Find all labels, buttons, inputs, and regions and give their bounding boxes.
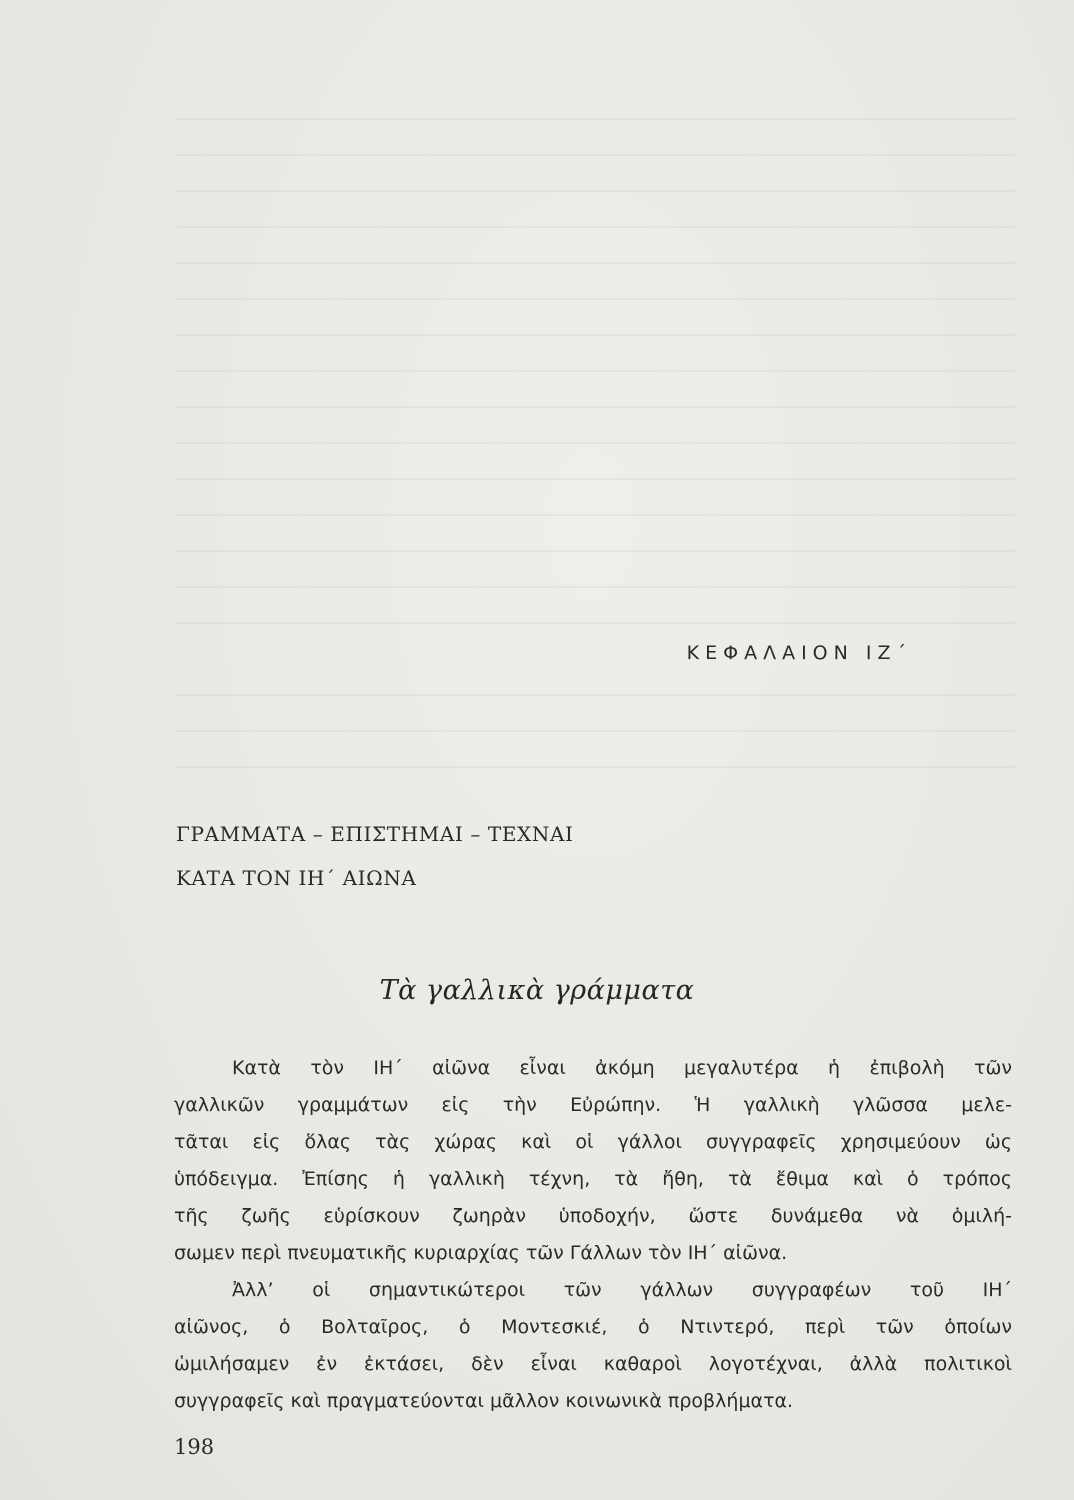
text-line: Κατὰ τὸν ΙΗ΄ αἰῶνα εἶναι ἀκόμη μεγαλυτέρα ἡ ἐπιβολὴ τῶν <box>232 1057 1012 1079</box>
text-line: τῆς ζωῆς εὑρίσκουν ζωηρὰν ὑποδοχήν, ὥστε δυνάμεθα νὰ ὁμιλή- <box>174 1205 1012 1227</box>
bleed-through-line <box>175 190 1015 192</box>
bleed-through-line <box>175 442 1015 444</box>
bleed-through-line <box>175 550 1015 552</box>
bleed-through-line <box>175 622 1015 624</box>
text-line: Ἀλλ’ οἱ σημαντικώτεροι τῶν γάλλων συγγραφέων τοῦ ΙΗ΄ <box>232 1279 1012 1301</box>
bleed-through-line <box>175 298 1015 300</box>
bleed-through-line <box>175 154 1015 156</box>
text-line: τᾶται εἰς ὅλας τὰς χώρας καὶ οἱ γάλλοι συγγραφεῖς χρησιμεύουν ὡς <box>174 1131 1012 1153</box>
section-subtitle: Τὰ γαλλικὰ γράμματα <box>379 975 695 1006</box>
text-line: αἰῶνος, ὁ Βολταῖρος, ὁ Μοντεσκιέ, ὁ Ντιντερό, περὶ τῶν ὁποίων <box>174 1316 1012 1338</box>
bleed-through-line <box>175 478 1015 480</box>
text-line: σωμεν περὶ πνευματικῆς κυριαρχίας τῶν Γάλλων τὸν ΙΗ΄ αἰῶνα. <box>174 1242 788 1264</box>
body-text <box>174 1050 1012 1420</box>
bleed-through-line <box>175 406 1015 408</box>
bleed-through-line <box>175 694 1015 696</box>
section-title-line-2: ΚΑΤΑ ΤΟΝ ΙΗ΄ ΑΙΩΝΑ <box>176 866 417 890</box>
page-number: 198 <box>174 1435 215 1459</box>
paragraph <box>174 1050 1012 1272</box>
chapter-heading: ΚΕΦΑΛΑΙΟΝ ΙΖ΄ <box>686 642 912 664</box>
bleed-through-line <box>175 730 1015 732</box>
bleed-through-line <box>175 370 1015 372</box>
bleed-through-line <box>175 586 1015 588</box>
bleed-through-line <box>175 226 1015 228</box>
bleed-through-line <box>175 514 1015 516</box>
bleed-through-line <box>175 334 1015 336</box>
text-line: συγγραφεῖς καὶ πραγματεύονται μᾶλλον κοινωνικὰ προβλήματα. <box>174 1390 794 1412</box>
section-title-line-1: ΓΡΑΜΜΑΤΑ – ΕΠΙΣΤΗΜΑΙ – ΤΕΧΝΑΙ <box>176 822 574 846</box>
bleed-through-line <box>175 262 1015 264</box>
bleed-through-line <box>175 118 1015 120</box>
bleed-through-line <box>175 766 1015 768</box>
text-line: γαλλικῶν γραμμάτων εἰς τὴν Εὐρώπην. Ἡ γαλλικὴ γλῶσσα μελε- <box>174 1094 1012 1116</box>
paragraph <box>174 1272 1012 1420</box>
text-line: ὡμιλήσαμεν ἐν ἐκτάσει, δὲν εἶναι καθαροὶ λογοτέχναι, ἀλλὰ πολιτικοὶ <box>174 1353 1012 1375</box>
text-line: ὑπόδειγμα. Ἐπίσης ἡ γαλλικὴ τέχνη, τὰ ἤθη, τὰ ἔθιμα καὶ ὁ τρόπος <box>174 1168 1012 1190</box>
